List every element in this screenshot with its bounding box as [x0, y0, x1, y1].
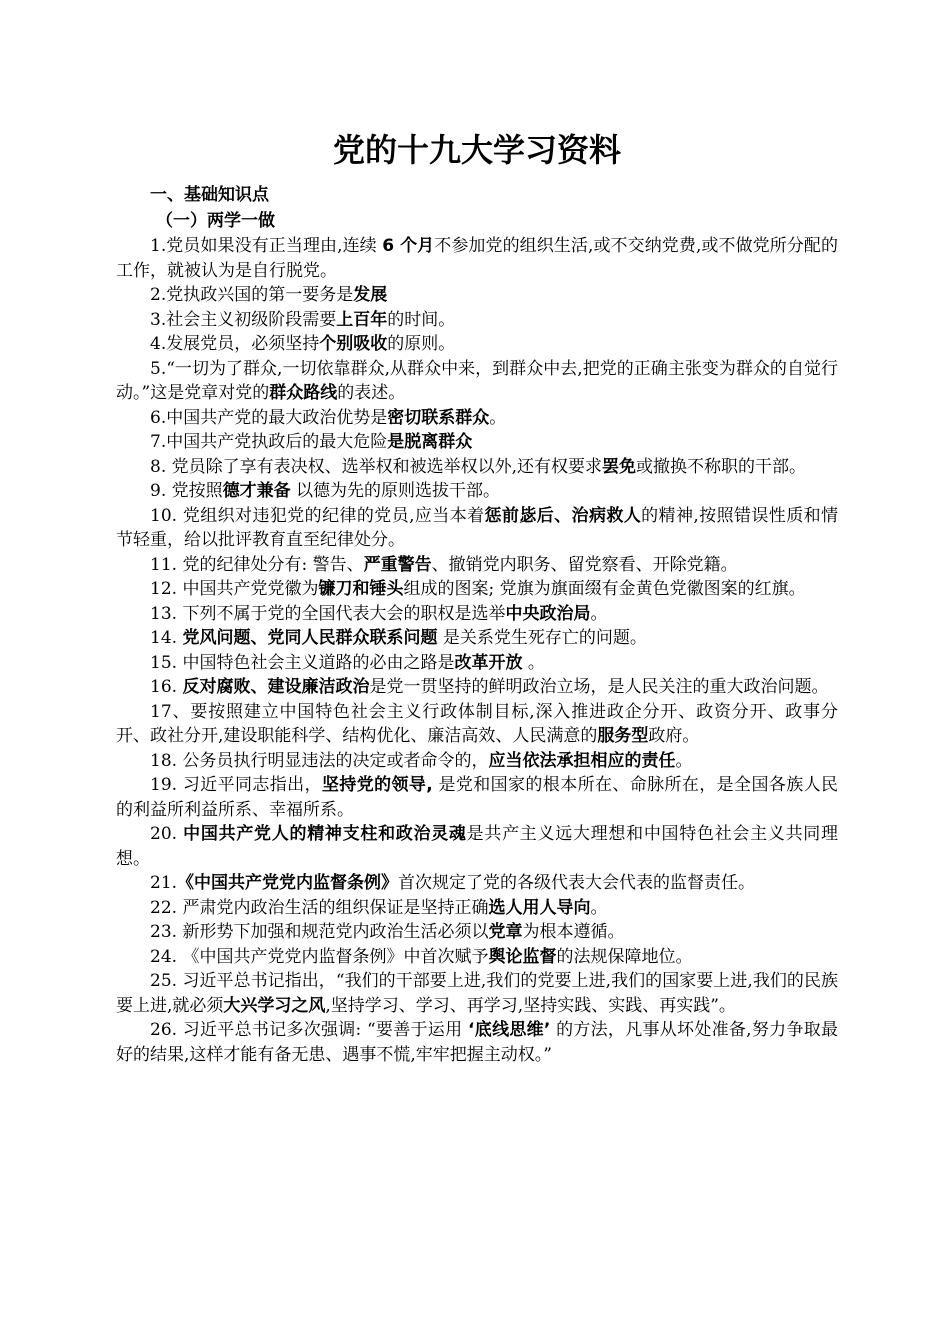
- item-text: 3.社会主义初级阶段需要: [150, 309, 337, 330]
- item-text: 5.“一切为了群众,一切依靠群众,从群众中来，到群众中去,把党的正确主张变为群众的自觉行动。”这是党章对党的: [116, 358, 838, 403]
- item-text: 的方法，凡事从坏处准备,努力争取最好的结果,这样才能有备无患、遇事不慌,牢牢把握主动权。”: [116, 1020, 839, 1065]
- list-item: [116, 234, 838, 283]
- emphasis-text: 群众路线: [269, 383, 338, 403]
- item-text: 。: [590, 897, 608, 918]
- item-text: 的表述。: [337, 383, 406, 403]
- item-text: 21.: [150, 873, 178, 893]
- item-text: 。: [522, 652, 545, 673]
- list-item: [116, 626, 838, 651]
- item-text: 组成的图案; 党旗为旗面缀有金黄色党徽图案的红旗。: [403, 579, 806, 599]
- emphasis-text: 《中国共产党党内监督条例》: [177, 873, 399, 893]
- emphasis-text: 严重警告: [363, 554, 432, 575]
- item-text: 12. 中国共产党党徽为: [150, 579, 319, 599]
- emphasis-text: 服务型: [597, 726, 649, 746]
- document-title: 党的十九大学习资料: [332, 131, 621, 169]
- item-text: 20.: [150, 824, 184, 844]
- list-item: [116, 479, 838, 504]
- item-text: 不参加党的组织生活,或不交纳党费,或不做党所分配的工作，就被认为是自行脱党。: [116, 236, 839, 281]
- item-text: 26. 习近平总书记多次强调: “要善于运用: [150, 1020, 469, 1040]
- list-item: [116, 969, 838, 1018]
- list-item: [116, 749, 838, 774]
- emphasis-text: 大兴学习之风: [223, 995, 326, 1016]
- emphasis-text: 坚持党的领导,: [321, 775, 433, 795]
- emphasis-text: 6 个月: [382, 236, 435, 256]
- list-item: [116, 308, 838, 333]
- list-item: [116, 332, 838, 357]
- emphasis-text: 发展: [353, 285, 388, 305]
- emphasis-text: 是脱离群众: [387, 432, 473, 452]
- item-text: ,坚持学习、学习、再学习,坚持实践、实践、再实践”。: [325, 995, 736, 1016]
- item-text: 19. 习近平同志指出，: [150, 775, 322, 795]
- emphasis-text: 改革开放: [454, 652, 523, 673]
- list-item: [116, 773, 838, 822]
- item-text: 首次规定了党的各级代表大会代表的监督责任。: [398, 873, 756, 893]
- list-item: [116, 1018, 838, 1067]
- emphasis-text: 应当依法承担相应的责任: [488, 750, 676, 771]
- emphasis-text: 党风问题、党同人民群众联系问题: [182, 628, 438, 648]
- emphasis-text: 上百年: [336, 309, 388, 330]
- item-text: 的原则。: [387, 334, 456, 354]
- item-text: 4.发展党员，必须坚持: [150, 334, 320, 354]
- item-text: 7.中国共产党执政后的最大危险: [150, 432, 388, 452]
- item-text: 是关系党生死存亡的问题。: [437, 628, 647, 648]
- item-list: [116, 234, 838, 1067]
- list-item: [116, 504, 838, 553]
- item-text: 是共产主义远大理想和中国特色社会主义共同理想。: [116, 824, 839, 869]
- emphasis-text: 舆论监督: [488, 946, 557, 967]
- item-text: 、撤销党内职务、留党察看、开除党籍。: [431, 554, 738, 575]
- item-text: 24. 《中国共产党党内监督条例》中首次赋予: [150, 946, 489, 967]
- item-text: 以德为先的原则选拔干部。: [290, 481, 501, 501]
- item-text: 15. 中国特色社会主义道路的必由之路是: [150, 652, 455, 673]
- list-item: [116, 283, 838, 308]
- emphasis-text: 惩前毖后、治病救人: [484, 505, 642, 526]
- item-text: 的精神,按照错误性质和情节轻重，给以批评教育直至纪律处分。: [116, 505, 839, 550]
- item-text: 是党一贯坚持的鲜明政治立场，是人民关注的重大政治问题。: [369, 677, 829, 697]
- emphasis-text: 罢免: [602, 456, 637, 477]
- emphasis-text: 密切联系群众: [387, 407, 490, 428]
- list-item: [116, 651, 838, 676]
- item-text: 9. 党按照: [150, 481, 223, 501]
- list-item: [116, 945, 838, 970]
- list-item: [116, 406, 838, 431]
- item-text: 17、要按照建立中国特色社会主义行政体制目标,深入推进政企分开、政资分开、政事分开、政社分开,建设职能科学、结构优化、廉洁高效、人民满意的: [116, 701, 838, 746]
- list-item: [116, 455, 838, 480]
- item-text: 。: [590, 603, 608, 624]
- subsection-heading: （一）两学一做: [156, 211, 275, 231]
- item-text: 的时间。: [387, 309, 456, 330]
- list-item: [116, 577, 838, 602]
- item-text: 的法规保障地位。: [556, 946, 693, 967]
- emphasis-text: 党章: [488, 922, 523, 942]
- item-text: 。: [675, 750, 693, 771]
- item-text: 22. 严肃党内政治生活的组织保证是坚持正确: [150, 897, 489, 918]
- item-text: 1.党员如果没有正当理由,连续: [150, 236, 383, 256]
- list-item: [116, 430, 838, 455]
- item-text: 政府。: [648, 726, 700, 746]
- item-text: 11. 党的纪律处分有: 警告、: [150, 554, 364, 575]
- item-text: 14.: [150, 628, 183, 648]
- emphasis-text: 镰刀和锤头: [318, 579, 404, 599]
- item-text: 。: [489, 407, 507, 428]
- emphasis-text: 中国共产党人的精神支柱和政治灵魂: [183, 824, 467, 844]
- item-text: 18. 公务员执行明显违法的决定或者命令的，: [150, 750, 489, 771]
- emphasis-text: 个别吸收: [319, 334, 388, 354]
- list-item: [116, 920, 838, 945]
- emphasis-text: 选人用人导向: [488, 897, 591, 918]
- item-text: 10. 党组织对违犯党的纪律的党员,应当本着: [150, 505, 485, 526]
- emphasis-text: 德才兼备: [222, 481, 291, 501]
- item-text: 是党和国家的根本所在、命脉所在，是全国各族人民的利益所利益所系、幸福所系。: [116, 775, 838, 820]
- list-item: [116, 871, 838, 896]
- list-item: [116, 602, 838, 627]
- list-item: [116, 896, 838, 921]
- list-item: [116, 675, 838, 700]
- item-text: 16.: [150, 677, 183, 697]
- emphasis-text: 中央政治局: [505, 603, 591, 624]
- emphasis-text: 反对腐败、建设廉洁政治: [182, 677, 370, 697]
- item-text: 13. 下列不属于党的全国代表大会的职权是选举: [150, 603, 506, 624]
- item-text: 2.党执政兴国的第一要务是: [150, 285, 354, 305]
- list-item: [116, 700, 838, 749]
- list-item: [116, 357, 838, 406]
- section-heading: 一、基础知识点: [150, 185, 269, 205]
- list-item: [116, 822, 838, 871]
- item-text: 6.中国共产党的最大政治优势是: [150, 407, 388, 428]
- item-text: 25. 习近平总书记指出，“我们的干部要上进,我们的党要上进,我们的国家要上进,我们的民族要上进,就必须: [116, 971, 838, 1016]
- emphasis-text: ‘底线思维’: [468, 1020, 551, 1040]
- item-text: 8. 党员除了享有表决权、选举权和被选举权以外,还有权要求: [150, 456, 603, 477]
- item-text: 23. 新形势下加强和规范党内政治生活必须以: [150, 922, 489, 942]
- document-page: [116, 124, 838, 1067]
- item-text: 或撤换不称职的干部。: [636, 456, 807, 477]
- list-item: [116, 553, 838, 578]
- item-text: 为根本遵循。: [522, 922, 625, 942]
